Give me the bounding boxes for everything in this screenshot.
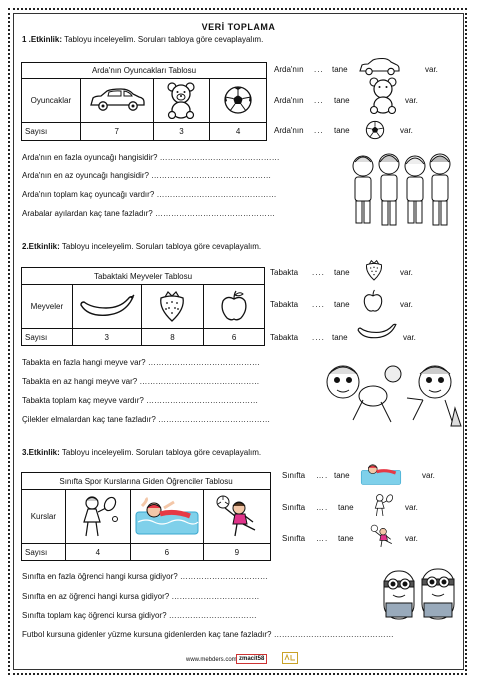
a3-side-row-3-name: Sınıfta bbox=[282, 534, 306, 543]
apple-icon bbox=[362, 289, 384, 313]
activity-2-number: 2.Etkinlik: bbox=[22, 242, 60, 251]
fruits-cell-apple bbox=[204, 285, 265, 329]
football-icon bbox=[215, 494, 259, 538]
sports-count-tennis: 4 bbox=[65, 544, 130, 561]
a2-side-row-1-var: var. bbox=[400, 268, 413, 277]
a3-question-2: Sınıfta en az öğrenci hangi kursa gidiyor? …………………………… bbox=[22, 592, 260, 601]
fruits-row-label: Meyveler bbox=[22, 285, 73, 329]
toys-table-title: Arda'nın Oyuncakları Tablosu bbox=[22, 63, 267, 79]
fruits-count-apple: 6 bbox=[204, 329, 265, 346]
tennis-icon bbox=[78, 494, 118, 538]
side-row-1-var: var. bbox=[425, 65, 438, 74]
a3-side-row-3-tane: tane bbox=[338, 534, 354, 543]
a2-side-row-3-var: var. bbox=[403, 333, 416, 342]
a2-side-row-2-var: var. bbox=[400, 300, 413, 309]
sports-row-label: Kurslar bbox=[22, 490, 66, 544]
a2-side-row-3-tane: tane bbox=[332, 333, 348, 342]
a2-side-row-3-name: Tabakta bbox=[270, 333, 299, 342]
a2-side-row-3-blank[interactable]: .... bbox=[312, 333, 325, 342]
a1-question-1: Arda'nın en fazla oyuncağı hangisidir? ……………………………………… bbox=[22, 153, 280, 162]
toys-count-bear: 3 bbox=[153, 123, 210, 141]
banana-icon bbox=[78, 293, 136, 319]
side-row-3-name: Arda'nın bbox=[274, 126, 304, 135]
footer-user: zmacit58 bbox=[236, 654, 267, 664]
activity-2-heading bbox=[22, 242, 261, 252]
fruits-cell-strawberry bbox=[141, 285, 204, 329]
side-row-3-var: var. bbox=[400, 126, 413, 135]
tennis-icon bbox=[372, 492, 394, 518]
fruits-count-strawberry: 8 bbox=[141, 329, 204, 346]
side-row-3-tane: tane bbox=[334, 126, 350, 135]
activity-3-number: 3.Etkinlik: bbox=[22, 448, 60, 457]
activity-3-heading bbox=[22, 448, 261, 458]
side-row-1-tane: tane bbox=[332, 65, 348, 74]
a1-question-2: Arda'nın en az oyuncağı hangisidir? ……………………………………… bbox=[22, 171, 272, 180]
toys-cell-car bbox=[80, 79, 153, 123]
a3-side-row-2-blank[interactable]: …. bbox=[316, 503, 329, 512]
football-icon bbox=[370, 522, 394, 550]
sports-cell-swimming bbox=[131, 490, 204, 544]
fruits-count-label: Sayısı bbox=[22, 329, 73, 346]
car-icon bbox=[87, 86, 147, 114]
car-icon bbox=[357, 56, 401, 78]
a3-question-3: Sınıfta toplam kaç öğrenci kursa gidiyor? …………………………… bbox=[22, 611, 257, 620]
toys-table bbox=[21, 62, 267, 141]
toys-row-label: Oyuncaklar bbox=[22, 79, 81, 123]
strawberry-icon bbox=[157, 289, 187, 323]
side-row-1-blank[interactable]: ... bbox=[314, 65, 324, 74]
logo-icon bbox=[282, 652, 298, 664]
toys-count-ball: 4 bbox=[210, 123, 267, 141]
a1-question-3: Arda'nın toplam kaç oyuncağı vardır? ……………………………………… bbox=[22, 190, 277, 199]
footer-site: www.mebders.com bbox=[186, 657, 237, 663]
side-row-1-name: Arda'nın bbox=[274, 65, 304, 74]
sports-cell-football bbox=[203, 490, 270, 544]
a2-side-row-1-blank[interactable]: .... bbox=[312, 268, 325, 277]
activity-1-instruction: Tabloyu inceleyelim. Soruları tabloya göre cevaplayalım. bbox=[64, 35, 264, 44]
a3-question-1: Sınıfta en fazla öğrenci hangi kursa gidiyor? …………………………… bbox=[22, 572, 268, 581]
kids-illustration bbox=[345, 150, 457, 236]
a2-question-2: Tabakta en az hangi meyve var? ……………………………………… bbox=[22, 377, 260, 386]
soccer-ball-icon bbox=[365, 120, 385, 140]
activity-1-heading bbox=[22, 35, 263, 45]
strawberry-icon bbox=[364, 258, 384, 282]
a2-side-row-2-tane: tane bbox=[334, 300, 350, 309]
a3-question-4: Futbol kursuna gidenler yüzme kursuna gidenlerden kaç tane fazladır? ……………………………………… bbox=[22, 630, 394, 639]
sports-table-title: Sınıfta Spor Kurslarına Giden Öğrenciler Tablosu bbox=[22, 473, 271, 490]
toys-count-car: 7 bbox=[80, 123, 153, 141]
sports-count-football: 9 bbox=[203, 544, 270, 561]
a2-question-3: Tabakta toplam kaç meyve vardır? …………………………………… bbox=[22, 396, 259, 405]
a3-side-row-3-var: var. bbox=[405, 534, 418, 543]
a3-side-row-1-tane: tane bbox=[334, 471, 350, 480]
sports-cell-tennis bbox=[65, 490, 130, 544]
a3-side-row-1-name: Sınıfta bbox=[282, 471, 306, 480]
sports-table bbox=[21, 472, 271, 561]
side-row-2-name: Arda'nın bbox=[274, 96, 304, 105]
swimming-icon bbox=[360, 460, 402, 486]
side-row-2-var: var. bbox=[405, 96, 418, 105]
fruits-cell-banana bbox=[72, 285, 141, 329]
a2-side-row-1-tane: tane bbox=[334, 268, 350, 277]
a3-side-row-1-var: var. bbox=[422, 471, 435, 480]
a2-side-row-2-name: Tabakta bbox=[270, 300, 299, 309]
toys-cell-bear bbox=[153, 79, 210, 123]
a2-side-row-2-blank[interactable]: .... bbox=[312, 300, 325, 309]
teddy-bear-icon bbox=[366, 76, 400, 114]
toys-count-label: Sayısı bbox=[22, 123, 81, 141]
fruits-table bbox=[21, 267, 265, 346]
a3-side-row-2-tane: tane bbox=[338, 503, 354, 512]
toys-cell-ball bbox=[210, 79, 267, 123]
a2-question-1: Tabakta en fazla hangi meyve var? …………………………………… bbox=[22, 358, 260, 367]
sports-count-swimming: 6 bbox=[131, 544, 204, 561]
a3-side-row-1-blank[interactable]: …. bbox=[316, 471, 329, 480]
fruits-count-banana: 3 bbox=[72, 329, 141, 346]
page-title: VERİ TOPLAMA bbox=[201, 22, 276, 32]
banana-icon bbox=[356, 320, 398, 342]
teddy-bear-icon bbox=[164, 81, 198, 119]
activity-1-number: 1 .Etkinlik: bbox=[22, 35, 63, 44]
sports-count-label: Sayısı bbox=[22, 544, 66, 561]
a1-question-4: Arabalar ayılardan kaç tane fazladır? ……………………………………… bbox=[22, 209, 275, 218]
fruits-table-title: Tabaktaki Meyveler Tablosu bbox=[22, 268, 265, 285]
a2-side-row-1-name: Tabakta bbox=[270, 268, 299, 277]
activity-3-instruction: Tabloyu inceleyelim. Soruları tabloya göre cevaplayalım. bbox=[61, 448, 262, 457]
minions-illustration bbox=[380, 565, 460, 625]
side-row-3-blank[interactable]: ... bbox=[314, 126, 324, 135]
a3-side-row-3-blank[interactable]: …. bbox=[316, 534, 329, 543]
a3-side-row-2-var: var. bbox=[405, 503, 418, 512]
apple-icon bbox=[219, 290, 249, 322]
side-row-2-tane: tane bbox=[334, 96, 350, 105]
a3-side-row-2-name: Sınıfta bbox=[282, 503, 306, 512]
activity-2-instruction: Tabloyu inceleyelim. Soruları tabloya göre cevaplayalım. bbox=[61, 242, 262, 251]
a2-question-4: Çilekler elmalardan kaç tane fazladır? …………………………………… bbox=[22, 415, 271, 424]
side-row-2-blank[interactable]: ... bbox=[314, 96, 324, 105]
soccer-ball-icon bbox=[223, 85, 253, 115]
swimming-icon bbox=[134, 496, 200, 536]
children-playing-illustration bbox=[323, 360, 463, 430]
